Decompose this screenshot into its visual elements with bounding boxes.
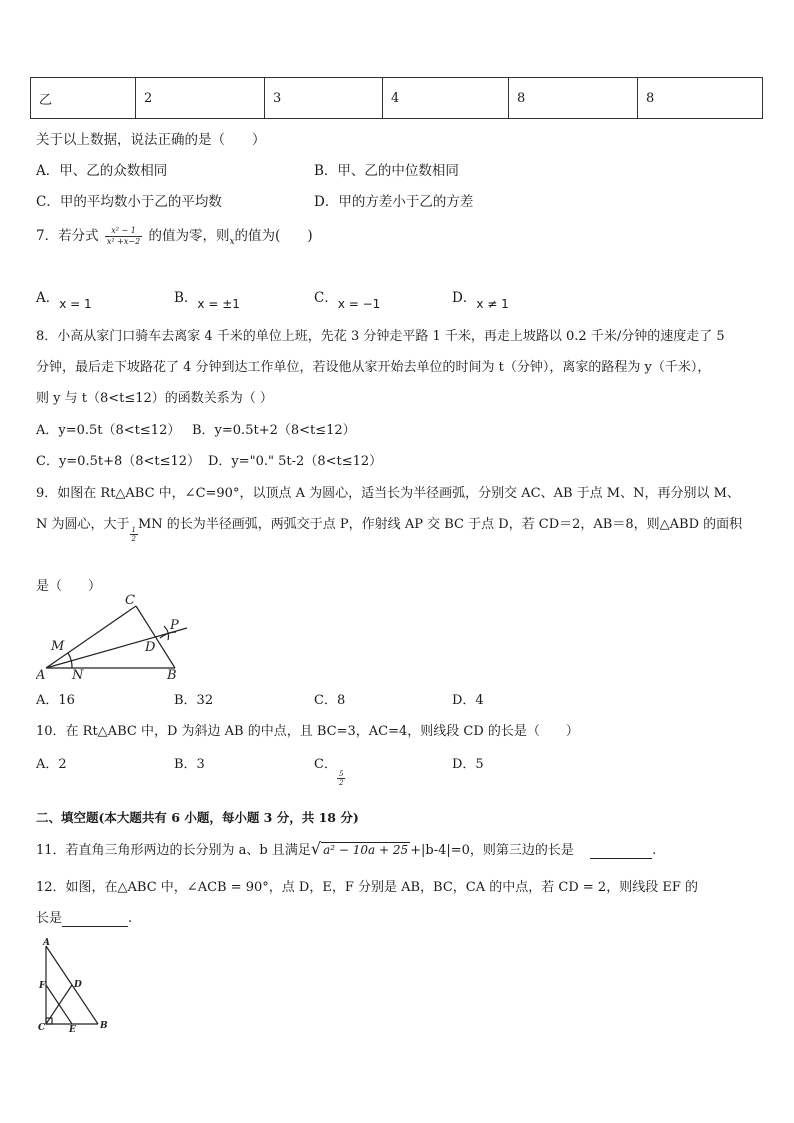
q7-option-label: D． (452, 290, 477, 306)
table-cell: 8 (509, 78, 638, 119)
q12-line-1: 12．如图，在△ABC 中，∠ACB = 90°，点 D，E，F 分别是 AB，BC，CA 的中点，若 CD = 2，则线段 EF 的 (36, 880, 698, 895)
q8-option-a: A．y=0.5t（8<t≤12） (36, 423, 181, 438)
table-cell: 4 (383, 78, 509, 119)
q6-option-d: D．甲的方差小于乙的方差 (314, 194, 474, 210)
label-c: C (125, 593, 135, 608)
q8-line-1: 8．小高从家门口骑车去离家 4 千米的单位上班，先花 3 分钟走平路 1 千米，再走上坡路以 0.2 千米/分钟的速度走了 5 (36, 329, 725, 344)
q7-stem-part: 7．若分式 (36, 228, 99, 244)
table-row (31, 78, 763, 119)
q9-figure (36, 592, 196, 684)
label-m: M (51, 639, 65, 654)
q9-option-d: D．4 (452, 693, 484, 708)
q7-stem (36, 224, 313, 247)
q7-option-value: x = ±1 (197, 297, 240, 311)
table-cell: 2 (136, 78, 265, 119)
q11-radicand: a² − 10a + 25 (323, 843, 409, 857)
label-n: N (72, 668, 84, 683)
q11-part: 11．若直角三角形两边的长分别为 a、b 且满足 (36, 843, 311, 858)
q9-line-1: 9．如图在 Rt△ABC 中，∠C=90°，以顶点 A 为圆心，适当长为半径画弧，分别交 AC、AB 于点 M、N，再分别以 M、 (36, 486, 740, 501)
q7-option-label: A． (36, 290, 60, 306)
arc-mn (68, 653, 72, 668)
label-p: P (170, 618, 179, 633)
label-b: B (167, 668, 177, 683)
q12-figure (36, 938, 116, 1034)
q11-end: . (652, 843, 657, 858)
q8-option-d: D．y="0." 5t-2（8<t≤12） (208, 454, 383, 469)
q11-answer-blank (590, 843, 652, 859)
q7-option-b (174, 286, 240, 311)
q7-stem-part: 的值为( ) (234, 228, 313, 244)
q7-option-c (314, 286, 381, 311)
q9-fraction (130, 526, 138, 543)
q9-frac-num: 1 (131, 526, 136, 534)
q7-option-value: x ≠ 1 (476, 297, 509, 311)
q9-option-b: B．32 (174, 693, 214, 708)
table-cell: 乙 (31, 78, 136, 119)
q8-line-2: 分钟，最后走下坡路花了 4 分钟到达工作单位，若设他从家开始去单位的时间为 t（分钟），离家的路程为 y（千米）， (36, 360, 711, 375)
q7-option-value: x = 1 (59, 297, 92, 311)
q9-line-3: 是（ ） (36, 579, 102, 594)
q7-option-label: C． (314, 290, 338, 306)
data-table (30, 77, 763, 119)
q9-line-2-part: MN 的长为半径画弧，两弧交于点 P，作射线 AP 交 BC 于点 D，若 CD＝2，AB＝8，则△ABD 的面积 (137, 517, 743, 532)
label-f: F (39, 981, 46, 991)
q12-answer-blank (62, 911, 128, 927)
q7-frac-num: x² − 1 (105, 226, 142, 237)
q6-stem: 关于以上数据，说法正确的是（ ） (36, 132, 266, 148)
table-cell: 8 (638, 78, 763, 119)
q10-fraction (337, 770, 345, 787)
q7-option-a (36, 286, 92, 311)
label-d: D (145, 640, 156, 655)
q7-option-d (452, 286, 509, 311)
label-b: B (100, 1021, 108, 1031)
q11-part: +|b-4|=0，则第三边的长是 (410, 843, 574, 858)
section-title: 二、填空题(本大题共有 6 小题，每小题 3 分，共 18 分) (36, 810, 359, 825)
q10-frac-den: 2 (338, 779, 344, 787)
q9-frac-den: 2 (131, 535, 136, 543)
q10-option-a: A．2 (36, 757, 67, 772)
q10-option-d: D．5 (452, 757, 484, 772)
label-d: D (74, 980, 82, 990)
q12-part: 长是 (36, 911, 63, 926)
q9-line-2-part: N 为圆心，大于 (36, 517, 130, 532)
q7-frac-den: x² +x−2 (106, 237, 141, 246)
q10-frac-num: 5 (338, 770, 344, 778)
table-cell: 3 (265, 78, 383, 119)
side-ac (46, 606, 136, 668)
q9-line-2 (36, 513, 743, 543)
q10-option-b: B．3 (174, 757, 205, 772)
q10-option-c (314, 753, 345, 787)
q7-fraction (105, 226, 142, 247)
label-a: A (43, 938, 50, 948)
label-e: E (69, 1025, 76, 1034)
q6-option-c: C．甲的平均数小于乙的平均数 (36, 194, 222, 210)
q9-option-a: A．16 (36, 693, 75, 708)
label-c: C (38, 1023, 46, 1033)
q8-option-b: B．y=0.5t+2（8<t≤12） (192, 423, 356, 438)
q7-stem-part: 的值为零，则 (148, 228, 230, 244)
q8-line-3: 则 y 与 t（8<t≤12）的函数关系为（ ） (36, 391, 273, 406)
label-a: A (36, 668, 46, 683)
q8-option-c: C．y=0.5t+8（8<t≤12） (36, 454, 201, 469)
q6-option-a: A．甲、乙的众数相同 (36, 163, 168, 179)
q12-part: . (128, 911, 133, 926)
q12-line-2 (36, 907, 132, 927)
q7-var: x (229, 237, 235, 247)
q7-option-value: x = −1 (337, 297, 381, 311)
q11-stem (36, 839, 656, 859)
q10-stem: 10．在 Rt△ABC 中，D 为斜边 AB 的中点，且 BC=3，AC=4，则线段 CD 的长是（ ） (36, 724, 579, 739)
q9-option-c: C．8 (314, 693, 346, 708)
q6-option-b: B．甲、乙的中位数相同 (314, 163, 459, 179)
sqrt-icon: √ (310, 839, 322, 858)
q10-option-label: C． (314, 757, 337, 772)
q7-option-label: B． (174, 290, 198, 306)
